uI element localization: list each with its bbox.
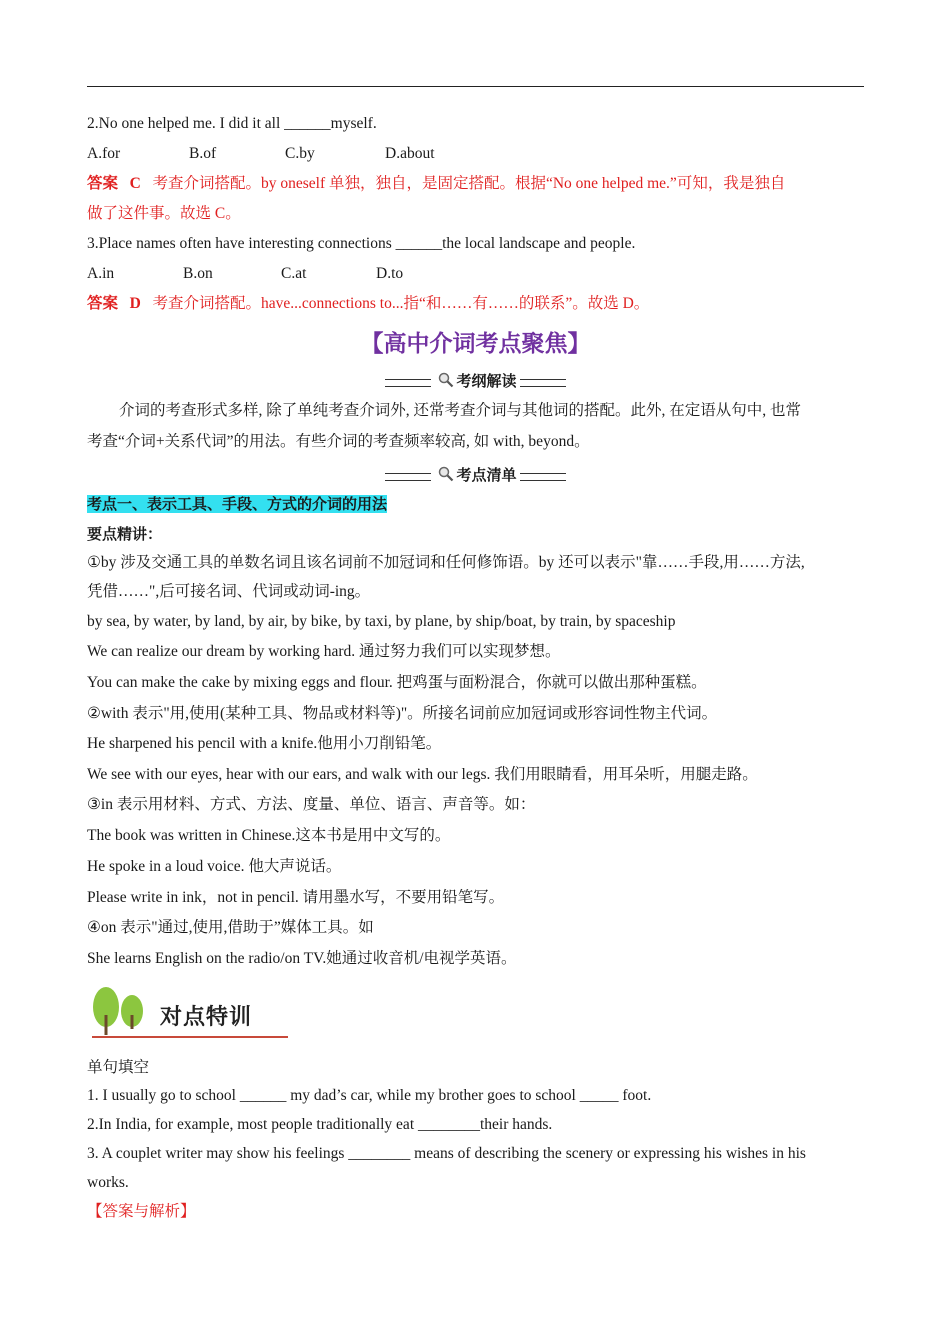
q2-option-a: A.for [87,145,121,162]
training-q1: 1. I usually go to school ______ my dad’s car, while my brother goes to school _____ foot. [87,1087,652,1104]
q3-stem: 3.Place names often have interesting connections ______the local landscape and people. [87,235,636,252]
right-bars [520,473,566,481]
q3-answer-label: 答案 [87,295,119,312]
q2-option-c: C.by [285,145,315,162]
checklist-line: He spoke in a loud voice. 他大声说话。 [87,858,342,875]
q2-answer-letter: C [129,175,141,192]
q2-answer-label: 答案 [87,175,119,192]
q2-answer [87,174,864,194]
q3-options [87,264,864,284]
checklist-line: ④on 表示"通过,使用,借助于”媒体工具。如 [87,919,374,936]
q3-answer-letter: D [129,295,141,312]
q2-explanation: 考查介词搭配。by oneself 单独，独自，是固定搭配。根据“No one helped me.”可知，我是独自 [152,175,786,192]
q3-explanation: 考查介词搭配。have...connections to...指“和……有……的联系”。故选 D。 [152,295,650,312]
q2-explanation-cont: 做了这件事。故选 C。 [87,205,241,222]
point1-title-row [87,494,864,515]
checklist-line: She learns English on the radio/on TV.她通过收音机/电视学英语。 [87,950,517,967]
syllabus-line-1: 介词的考查形式多样, 除了单纯考查介词外, 还常考查介词与其他词的搭配。此外, 在定语从句中, 也常 [119,402,802,419]
checklist-line: Please write in ink，not in pencil. 请用墨水写，不要用铅笔写。 [87,889,505,906]
q3-option-b: B.on [183,265,213,282]
checklist-line: We see with our eyes, hear with our ears, and walk with our legs. 我们用眼睛看，用耳朵听，用腿走路。 [87,766,758,783]
q2-stem: 2.No one helped me. I did it all ______myself. [87,115,377,132]
checklist-line: ②with 表示"用,使用(某种工具、物品或材料等)"。所接名词前应加冠词或形容词性物主代词。 [87,705,718,722]
checklist-heading [87,464,864,487]
checklist-line: We can realize our dream by working hard. 通过努力我们可以实现梦想。 [87,643,561,660]
training-q2: 2.In India, for example, most people traditionally eat ________their hands. [87,1116,553,1133]
q3-option-d: D.to [376,265,404,282]
section-title: 【高中介词考点聚焦】 [360,331,591,357]
training-q3-cont: works. [87,1174,129,1191]
checklist-line: 凭借……",后可接名词、代词或动词-ing。 [87,583,371,600]
q2-option-b: B.of [189,145,217,162]
checklist-line: You can make the cake by mixing eggs and flour. 把鸡蛋与面粉混合，你就可以做出那种蛋糕。 [87,674,707,691]
q2-option-d: D.about [385,145,435,162]
q3-option-a: A.in [87,265,115,282]
training-badge-text: 对点特训 [160,1005,253,1030]
answer-heading: 【答案与解析】 [87,1203,196,1220]
checklist-line: ③in 表示用材料、方式、方法、度量、单位、语言、声音等。如： [87,796,536,813]
left-bars [385,379,431,387]
header-rule [87,86,864,87]
q2-options [87,144,864,164]
q3-answer [87,294,864,314]
training-type: 单句填空 [87,1059,150,1076]
checklist-line: The book was written in Chinese.这本书是用中文写的。 [87,827,451,844]
checklist-heading-text: 考点清单 [456,468,517,484]
syllabus-line-2: 考查“介词+关系代词”的用法。有些介词的考查频率较高, 如 with, beyond。 [87,433,590,450]
left-bars [385,473,431,481]
checklist-line: by sea, by water, by land, by air, by bike, by taxi, by plane, by ship/boat, by train, by spaceship [87,613,676,630]
syllabus-heading [87,370,864,393]
magnifier-icon [438,372,454,393]
checklist-line: He sharpened his pencil with a knife.他用小刀削铅笔。 [87,735,442,752]
training-q3: 3. A couplet writer may show his feelings ________ means of describing the scenery or expressing his wishes in his [87,1145,806,1162]
right-bars [520,379,566,387]
point1-title: 考点一、表示工具、手段、方式的介词的用法 [87,495,388,513]
q3-option-c: C.at [281,265,307,282]
syllabus-heading-text: 考纲解读 [456,374,517,390]
checklist-line: ①by 涉及交通工具的单数名词且该名词前不加冠词和任何修饰语。by 还可以表示"靠……手段,用……方法, [87,554,805,571]
magnifier-icon [438,466,454,487]
key-label: 要点精讲： [87,525,163,543]
